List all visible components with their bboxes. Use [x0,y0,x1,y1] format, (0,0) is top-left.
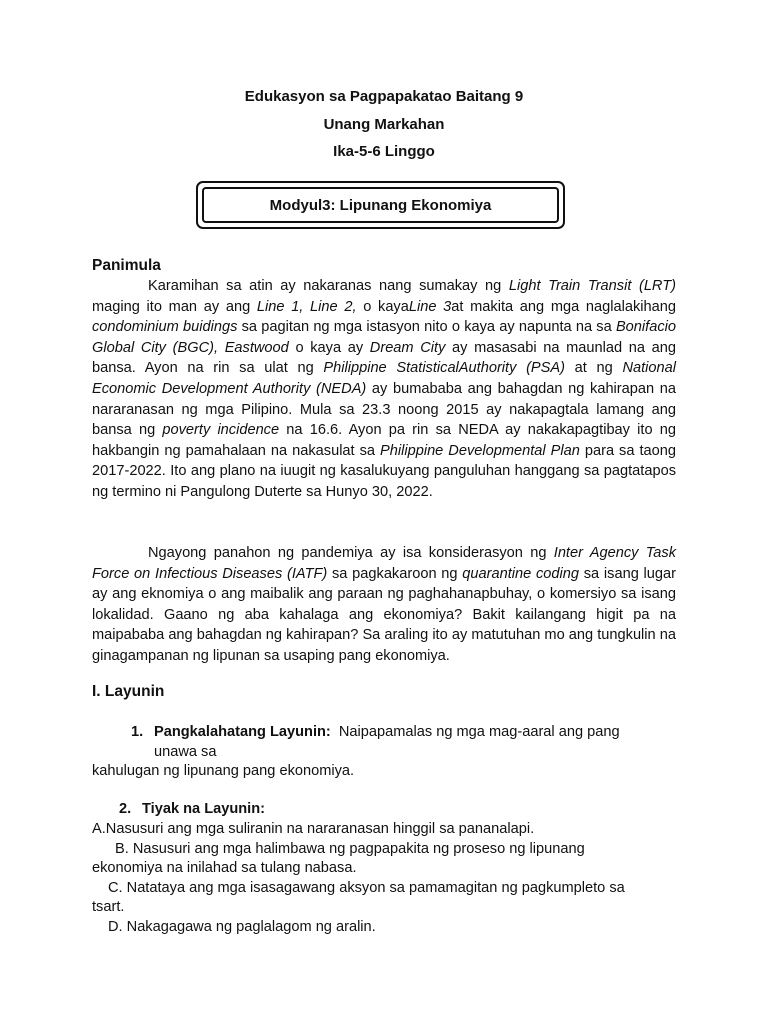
module-title: Modyul3: Lipunang Ekonomiya [202,187,559,223]
text-run: o kaya [356,298,409,315]
specific-objective-number: 2. [119,801,132,817]
italic-term: Line 1, Line 2, [256,298,357,315]
intro-paragraph-1 [92,276,676,503]
general-objective-text: Naipapamalas ng mga mag-aaral ang pang [338,724,620,740]
italic-term: National Economic Development Authority (NEDA) [92,360,676,397]
text-run: Karamihan sa atin ay nakaranas nang sumakay ng [148,278,509,294]
specific-objective-a: A.Nasusuri ang mga suliranin na nararanasan hinggil sa pananalapi. [92,821,535,837]
italic-term: Dream City [369,339,446,356]
specific-objective-d: D. Nakagagawa ng paglalagom ng aralin. [108,919,376,935]
general-objective-text-3: kahulugan ng lipunang pang ekonomiya. [92,763,355,779]
text-run: maging ito man ay ang [92,298,257,315]
italic-term: Philippine Developmental Plan [380,442,580,459]
text-run: ay masasabi na maunlad na ang bansa. Ayon na rin sa ulat ng [92,339,677,377]
specific-objective-c: C. Natataya ang mga isasagawang aksyon sa pamamagitan ng pagkumpleto sa [108,880,625,896]
general-objective-text-2: unawa sa [154,744,217,760]
text-run: sa pagkakaroon ng [327,565,463,582]
text-run: o kaya ay [288,339,370,356]
italic-term: poverty incidence [162,422,280,439]
italic-term: Philippine StatisticalAuthority (PSA) [323,360,565,377]
intro-paragraph-2 [92,543,676,667]
module-title-box [196,181,565,229]
text-run: Ngayong panahon ng pandemiya ay isa konsiderasyon ng [148,545,554,561]
text-run: at ng [565,360,623,377]
specific-objective-b: B. Nasusuri ang mga halimbawa ng pagpapakita ng proseso ng lipunang [115,841,585,857]
week-title: Ika-5-6 Linggo [333,143,435,160]
general-objective-number: 1. [131,724,144,740]
text-run: sa isang lugar ay ang eknomiya o ang maibalik ang paraan ng paghahanapbuhay, o komersiyo sa isang lokalidad. Gaano ng aba kahalaga ang ekonomiya? Bakit kailangang higit pa na maipababa ang bahagdan ng kahirapan? Sa araling ito ay matutuhan mo ang tungkulin na ginagampanan ng lipunan sa usaping pang ekonomiya. [92,565,677,664]
text-run: sa pagitan ng mga istasyon nito o kaya ay napunta na sa [237,319,616,336]
subject-title: Edukasyon sa Pagpapakatao Baitang 9 [244,88,524,105]
text-run: ay bumababa ang bahagdan ng kahirapan na nararanasan ng mga Pilipino. Mula sa 23.3 noong 2015 ay nakapagtala lamang ang bansa ng [92,380,676,439]
text-run: na 16.6. Ayon pa rin sa NEDA ay nakakapagtibay ito ng hakbangin ng pamahalaan na nakasulat sa [92,422,677,459]
quarter-title: Unang Markahan [323,116,445,133]
italic-term: Line 3 [408,298,452,315]
general-objective-label: Pangkalahatang Layunin: [154,724,331,740]
specific-objective-c-cont: tsart. [92,899,125,915]
objectives-heading: I. Layunin [92,683,165,700]
italic-term: Inter Agency Task Force on Infectious Diseases (IATF) [92,545,677,582]
specific-objective-label: Tiyak na Layunin: [142,801,265,817]
italic-term: quarantine coding [462,565,580,582]
italic-term: Bonifacio Global City (BGC), Eastwood [92,319,676,356]
text-run: at makita ang mga naglalakihang [451,298,677,315]
italic-term: Light Train Transit (LRT) [508,278,676,294]
italic-term: condominium buidings [92,319,238,336]
text-run: para sa taong 2017-2022. Ito ang plano na iuugit ng kasalukuyang panguluhan hanggang sa pagtatapos ng termino ni Pangulong Duterte sa Hunyo 30, 2022. [92,442,676,500]
specific-objective-b-cont: ekonomiya na inilahad sa tulang nabasa. [92,860,357,876]
general-objective-line [154,722,620,742]
intro-heading: Panimula [92,257,161,274]
